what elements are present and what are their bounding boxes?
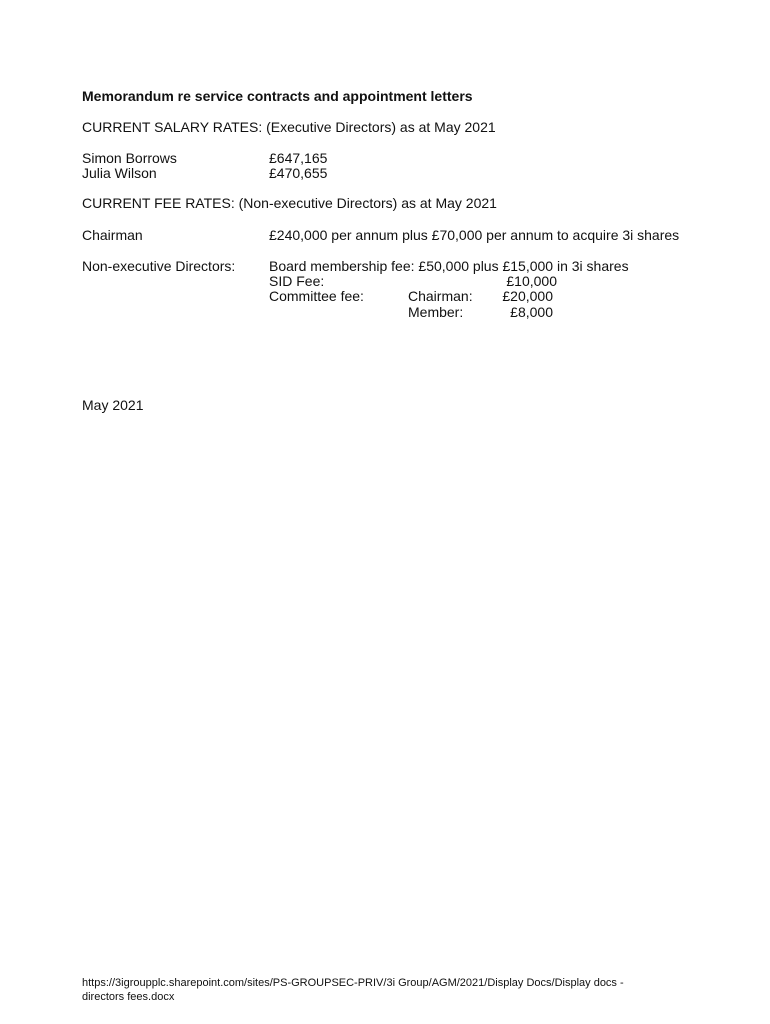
executive-salary: £470,655 xyxy=(269,165,328,181)
fee-heading: CURRENT FEE RATES: (Non-executive Directors) as at May 2021 xyxy=(82,195,497,211)
committee-chairman-label: Chairman: xyxy=(408,288,473,304)
chairman-label: Chairman xyxy=(82,227,143,243)
committee-member-fee: £8,000 xyxy=(510,304,553,320)
sid-fee-label: SID Fee: xyxy=(269,273,325,289)
sid-fee-value: £10,000 xyxy=(506,273,557,289)
footer-path-line2: directors fees.docx xyxy=(82,991,175,1003)
executive-name: Simon Borrows xyxy=(82,150,177,166)
committee-fee-label: Committee fee: xyxy=(269,288,364,304)
chairman-fee: £240,000 per annum plus £70,000 per annum to acquire 3i shares xyxy=(269,227,680,243)
salary-heading: CURRENT SALARY RATES: (Executive Directors) as at May 2021 xyxy=(82,119,496,135)
ned-label: Non-executive Directors: xyxy=(82,258,236,274)
committee-member-label: Member: xyxy=(408,304,464,320)
footer-path-line1: https://3igroupplc.sharepoint.com/sites/PS-GROUPSEC-PRIV/3i Group/AGM/2021/Display Docs/Display docs - xyxy=(82,977,624,989)
committee-chairman-fee: £20,000 xyxy=(502,288,553,304)
board-membership-fee: Board membership fee: £50,000 plus £15,000 in 3i shares xyxy=(269,258,629,274)
executive-name: Julia Wilson xyxy=(82,165,157,181)
executive-salary: £647,165 xyxy=(269,150,328,166)
memo-title: Memorandum re service contracts and appointment letters xyxy=(82,88,473,104)
memo-date: May 2021 xyxy=(82,397,144,413)
